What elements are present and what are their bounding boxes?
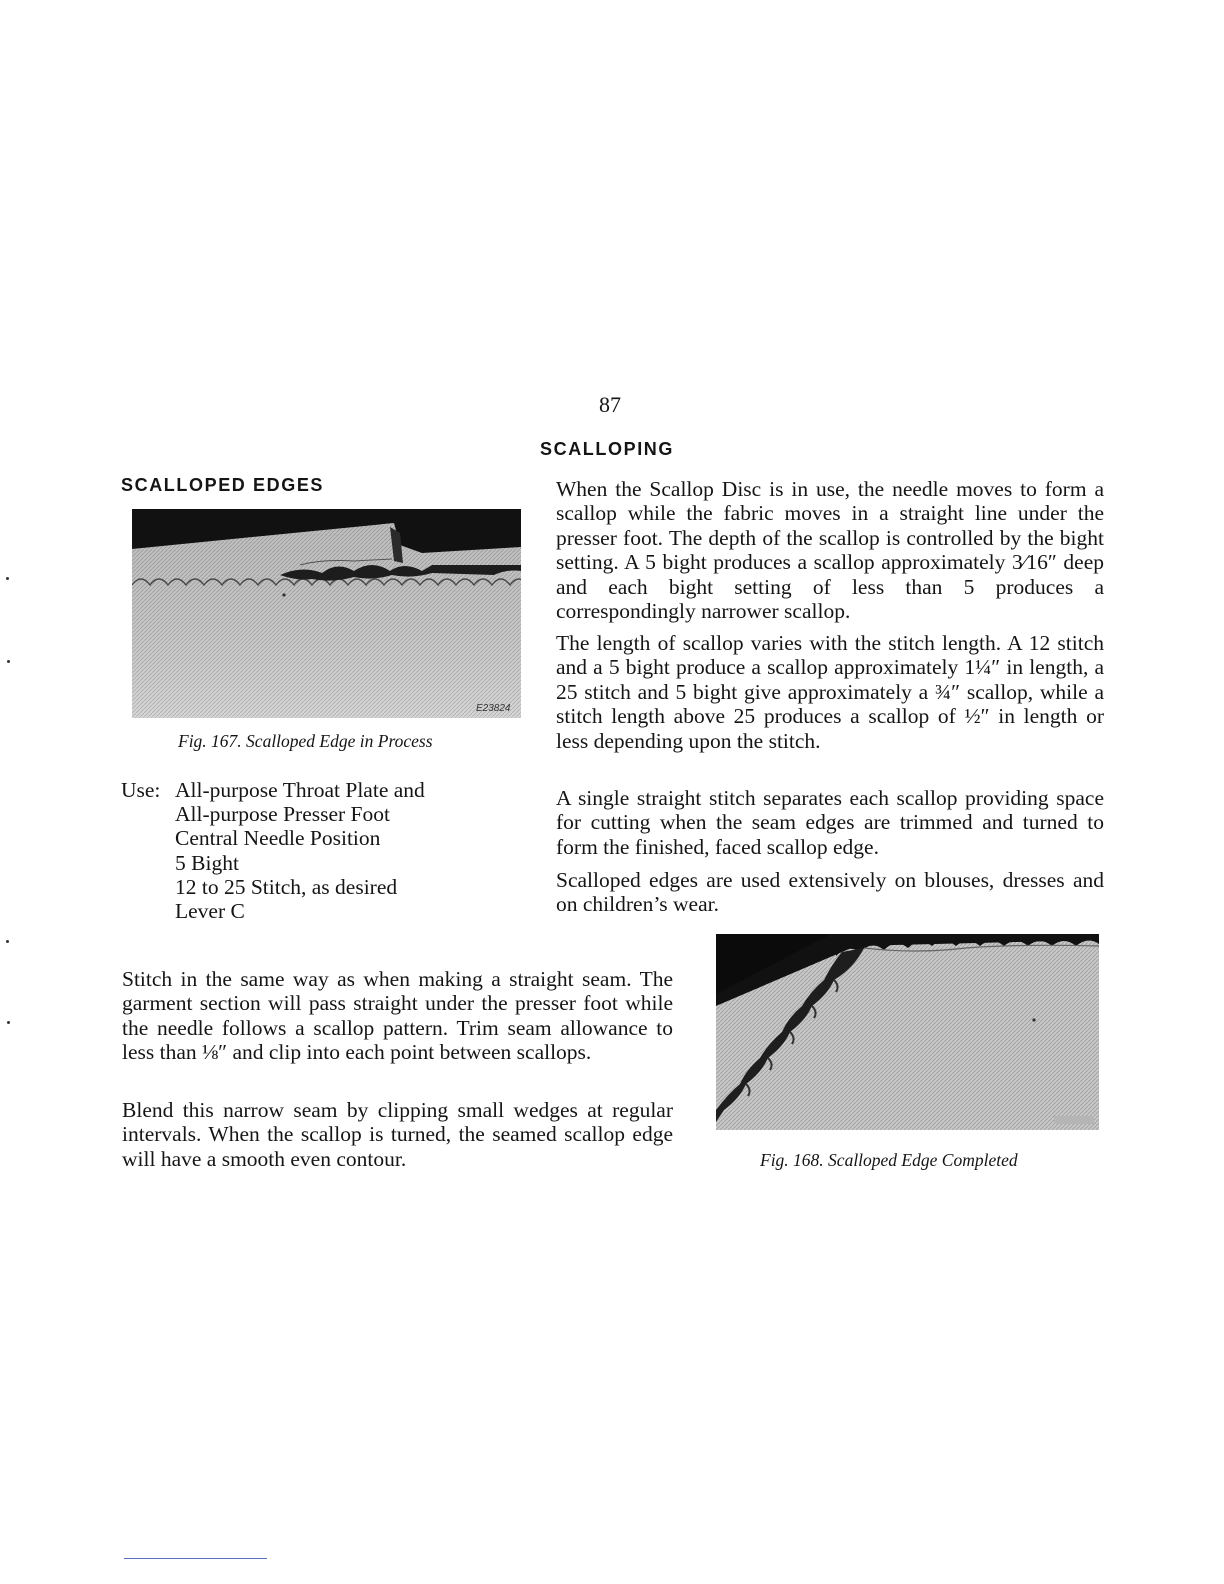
scalloping-paragraph-4: Scalloped edges are used extensively on blouses, dresses and on children’s wear. [556, 868, 1104, 917]
margin-mark [7, 660, 10, 663]
use-item-2: All-purpose Presser Foot [175, 802, 390, 826]
margin-mark [7, 1021, 10, 1024]
section-heading-scalloping: SCALLOPING [540, 439, 675, 459]
figure-167-code: E23824 [476, 703, 511, 714]
section-heading-scalloped-edges: SCALLOPED EDGES [121, 475, 325, 495]
footer-rule [124, 1558, 267, 1559]
scalloping-paragraph-3: A single straight stitch separates each scallop providing space for cutting when the seam edges are trimmed and turned to form the finished, faced scallop edge. [556, 786, 1104, 859]
instructions-paragraph-1: Stitch in the same way as when making a straight seam. The garment section will pass straight under the presser foot while the needle follows a scallop pattern. Trim seam allowance to less than ⅛″ and clip into each point between scallops. [122, 967, 673, 1065]
page-number: 87 [599, 392, 621, 417]
use-item-3: Central Needle Position [175, 826, 381, 850]
margin-mark [6, 577, 9, 580]
scalloping-paragraph-2: The length of scallop varies with the stitch length. A 12 stitch and a 5 bight produce a scallop approximately 1¼″ in length, a 25 stitch and 5 bight give approximately a ¾″ scallop, while a stitch length above 25 produces a scallop of ½″ in length or less depending upon the stitch. [556, 631, 1104, 753]
figure-167-caption: Fig. 167. Scalloped Edge in Process [178, 731, 433, 751]
use-label: Use: [121, 778, 161, 802]
instructions-paragraph-2: Blend this narrow seam by clipping small wedges at regular intervals. When the scallop is turned, the seamed scallop edge will have a smooth even contour. [122, 1098, 673, 1171]
use-item-5: 12 to 25 Stitch, as desired [175, 875, 398, 899]
use-item-6: Lever C [175, 899, 245, 923]
scalloping-paragraph-1: When the Scallop Disc is in use, the needle moves to form a scallop while the fabric moves in a straight line under the presser foot. The depth of the scallop is controlled by the bight setting. A 5 bight produces a scallop approximately 3⁄16″ deep and each bight setting of less than 5 produces a correspondingly narrower scallop. [556, 477, 1104, 624]
figure-168-caption: Fig. 168. Scalloped Edge Completed [760, 1150, 1018, 1170]
use-item-4: 5 Bight [175, 851, 239, 875]
figure-167-photo [132, 509, 521, 718]
margin-mark [6, 940, 9, 943]
use-item-1: All-purpose Throat Plate and [175, 778, 425, 802]
figure-168-photo [716, 934, 1099, 1130]
